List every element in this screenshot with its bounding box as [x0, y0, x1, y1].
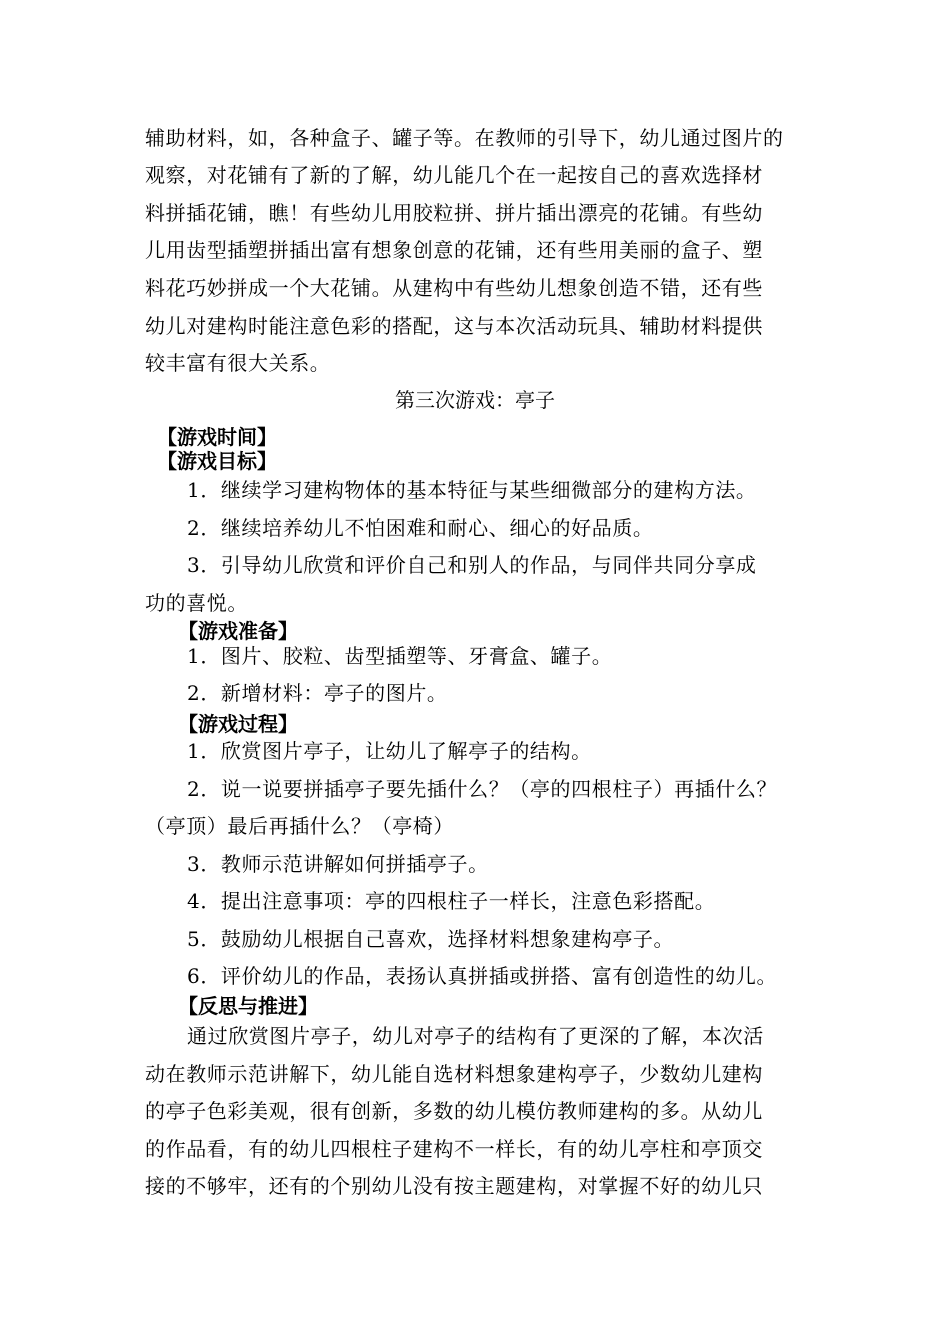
prep-item: 2．新增材料：亭子的图片。	[187, 681, 448, 705]
game-time-heading: 【游戏时间】	[157, 425, 277, 449]
process-item: 2．说一说要拼插亭子要先插什么？（亭的四根柱子）再插什么？	[187, 777, 778, 801]
prep-item: 1．图片、胶粒、齿型插塑等、牙膏盒、罐子。	[187, 644, 613, 668]
goal-item-continued: 功的喜悦。	[145, 591, 248, 615]
reflection-line: 的亭子色彩美观，很有创新，多数的幼儿模仿教师建构的多。从幼儿	[145, 1099, 763, 1123]
reflection-heading: 【反思与推进】	[178, 994, 318, 1018]
intro-line: 料拼插花铺，瞧！有些幼儿用胶粒拼、拼片插出漂亮的花铺。有些幼	[145, 201, 763, 225]
reflection-line: 通过欣赏图片亭子，幼儿对亭子的结构有了更深的了解，本次活	[187, 1024, 764, 1048]
process-item: 3．教师示范讲解如何拼插亭子。	[187, 852, 489, 876]
process-item: 1．欣赏图片亭子，让幼儿了解亭子的结构。	[187, 739, 592, 763]
process-item-continued: （亭顶）最后再插什么？（亭椅）	[145, 814, 454, 838]
goal-item: 1．继续学习建构物体的基本特征与某些细微部分的建构方法。	[187, 478, 757, 502]
game-prep-heading: 【游戏准备】	[178, 619, 298, 643]
game-goals-heading: 【游戏目标】	[157, 449, 277, 473]
intro-line: 较丰富有很大关系。	[145, 351, 331, 375]
intro-line: 儿用齿型插塑拼插出富有想象创意的花铺，还有些用美丽的盒子、塑	[145, 238, 763, 262]
reflection-line: 的作品看，有的幼儿四根柱子建构不一样长，有的幼儿亭柱和亭顶交	[145, 1137, 763, 1161]
game-process-heading: 【游戏过程】	[178, 712, 298, 736]
process-item: 6．评价幼儿的作品，表扬认真拼插或拼搭、富有创造性的幼儿。	[187, 964, 778, 988]
intro-line: 观察，对花铺有了新的了解，幼儿能几个在一起按自己的喜欢选择材	[145, 163, 763, 187]
intro-line: 幼儿对建构时能注意色彩的搭配，这与本次活动玩具、辅助材料提供	[145, 314, 763, 338]
intro-line: 料花巧妙拼成一个大花铺。从建构中有些幼儿想象创造不错，还有些	[145, 276, 763, 300]
process-item: 5．鼓励幼儿根据自己喜欢，选择材料想象建构亭子。	[187, 927, 675, 951]
section-title: 第三次游戏：亭子	[395, 388, 555, 412]
process-item: 4．提出注意事项：亭的四根柱子一样长，注意色彩搭配。	[187, 889, 716, 913]
reflection-line: 动在教师示范讲解下，幼儿能自选材料想象建构亭子，少数幼儿建构	[145, 1062, 763, 1086]
goal-item: 3．引导幼儿欣赏和评价自己和别人的作品，与同伴共同分享成	[187, 553, 757, 577]
goal-item: 2．继续培养幼儿不怕困难和耐心、细心的好品质。	[187, 516, 654, 540]
intro-line: 辅助材料，如，各种盒子、罐子等。在教师的引导下，幼儿通过图片的	[145, 126, 784, 150]
reflection-line: 接的不够牢，还有的个别幼儿没有按主题建构，对掌握不好的幼儿只	[145, 1174, 763, 1198]
